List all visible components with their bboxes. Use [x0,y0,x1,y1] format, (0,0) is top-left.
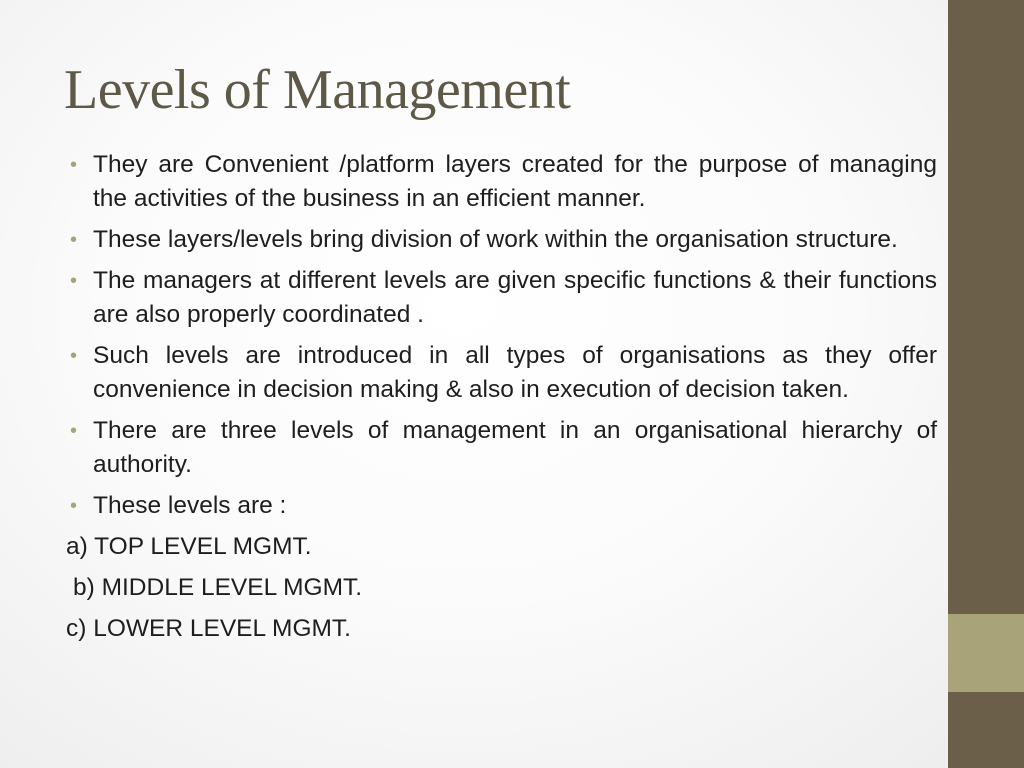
bullet-item [66,264,937,332]
levels-list [66,530,937,646]
bullet-icon: • [70,495,78,517]
bullet-item [66,339,937,407]
bullet-icon: • [70,154,78,176]
bullet-text: There are three levels of management in an organisational hierarchy of authority. [93,417,937,478]
level-item-lower: c) LOWER LEVEL MGMT. [66,615,351,642]
bullet-text: These layers/levels bring division of work within the organisation structure. [93,226,898,253]
bullet-icon: • [70,229,78,251]
bullet-text: These levels are : [93,492,287,519]
level-item-middle: b) MIDDLE LEVEL MGMT. [73,574,363,601]
slide-title: Levels of Management [64,59,571,121]
bullet-icon: • [70,420,78,442]
bullet-icon: • [70,345,78,367]
side-decor-accent [948,614,1024,692]
bullet-icon: • [70,270,78,292]
slide-body [66,148,937,653]
bullet-item [66,148,937,216]
level-item-top: a) TOP LEVEL MGMT. [66,533,312,560]
bullet-text: The managers at different levels are given specific functions & their functions are also properly coordinated . [93,267,937,328]
bullet-list [66,148,937,523]
bullet-text: Such levels are introduced in all types of organisations as they offer convenience in decision making & also in execution of decision taken. [93,342,937,403]
bullet-text: They are Convenient /platform layers created for the purpose of managing the activities of the business in an efficient manner. [93,151,937,212]
bullet-item [66,414,937,482]
bullet-item [66,489,937,523]
bullet-item [66,223,937,257]
